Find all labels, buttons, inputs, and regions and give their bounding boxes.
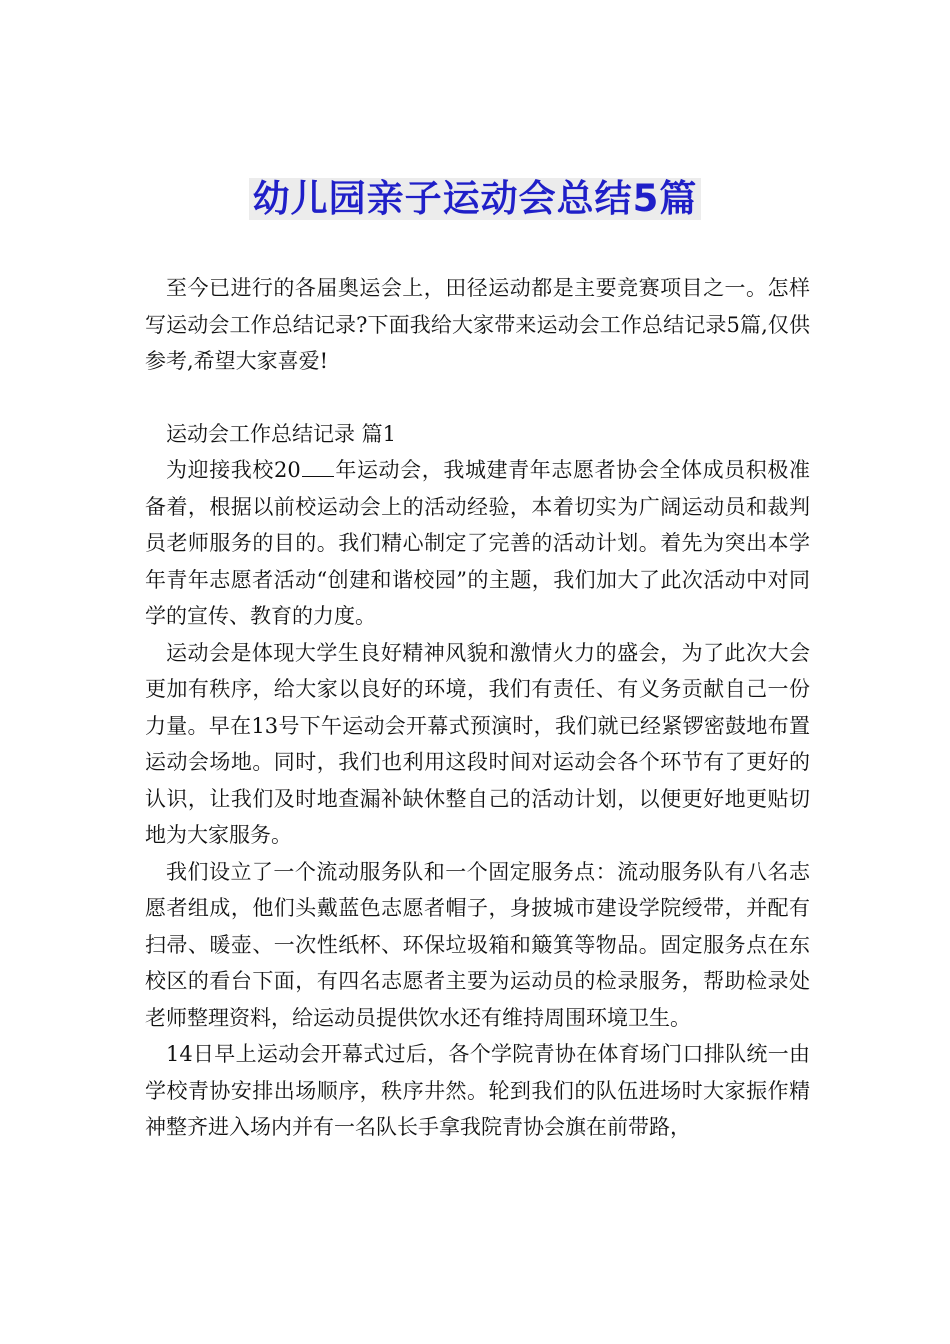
paragraph-1-rest: 年运动会，我城建青年志愿者协会全体成员积极准备着，根据以前校运动会上的活动经验，本着切实为广阔运动员和裁判员老师服务的目的。我们精心制定了完善的活动计划。着先为突出本学年青年志愿者活动“创建和谐校园”的主题，我们加大了此次活动中对同学的宣传、教育的力度。 <box>145 458 810 628</box>
intro-paragraph: 至今已进行的各届奥运会上，田径运动都是主要竞赛项目之一。怎样写运动会工作总结记录?下面我给大家带来运动会工作总结记录5篇,仅供参考,希望大家喜爱! <box>145 276 810 373</box>
section-heading: 运动会工作总结记录 篇1 <box>166 421 397 446</box>
document-body <box>145 270 810 1146</box>
fill-in-blank <box>302 458 334 477</box>
title-container <box>0 178 950 220</box>
paragraph-2: 运动会是体现大学生良好精神风貌和激情火力的盛会，为了此次大会更加有秩序，给大家以良好的环境，我们有责任、有义务贡献自己一份力量。早在13号下午运动会开幕式预演时，我们就已经紧锣密鼓地布置运动会场地。同时，我们也利用这段时间对运动会各个环节有了更好的认识，让我们及时地查漏补缺休整自己的活动计划，以便更好地更贴切地为大家服务。 <box>145 640 810 847</box>
paragraph-3: 我们设立了一个流动服务队和一个固定服务点：流动服务队有八名志愿者组成，他们头戴蓝色志愿者帽子，身披城市建设学院绶带，并配有扫帚、暖壶、一次性纸杯、环保垃圾箱和簸箕等物品。固定服务点在东校区的看台下面，有四名志愿者主要为运动员的检录服务，帮助检录处老师整理资料，给运动员提供饮水还有维持周围环境卫生。 <box>145 859 810 1030</box>
paragraph-4: 14日早上运动会开幕式过后，各个学院青协在体育场门口排队统一由学校青协安排出场顺序，秩序井然。轮到我们的队伍进场时大家振作精神整齐进入场内并有一名队长手拿我院青协会旗在前带路， <box>145 1042 810 1139</box>
paragraph-1 <box>145 452 810 635</box>
paragraph-1-start: 为迎接我校20 <box>166 458 301 482</box>
document-title: 幼儿园亲子运动会总结5篇 <box>249 178 702 220</box>
